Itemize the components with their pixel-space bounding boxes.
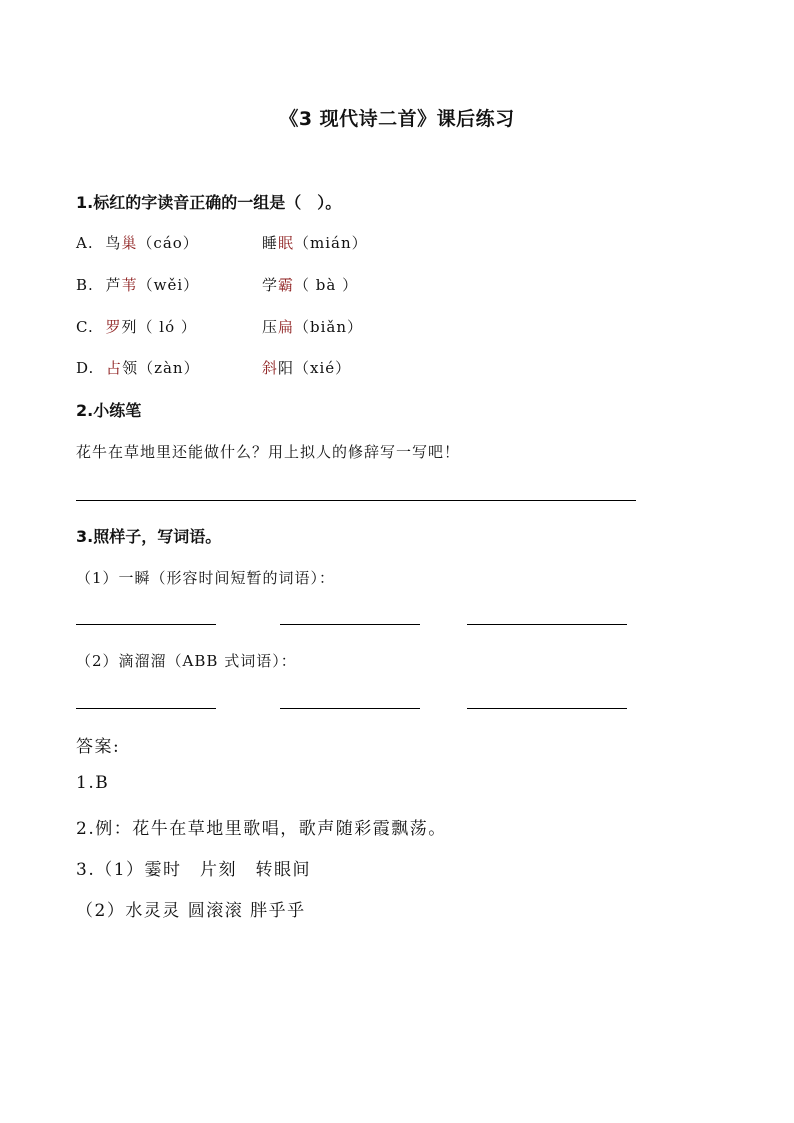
answer-line: [467, 708, 627, 709]
option-b-right: [262, 274, 358, 295]
word-char: 芦: [105, 276, 122, 294]
pinyin: （ bà ）: [294, 276, 359, 294]
word-char: 领: [122, 359, 139, 377]
red-char: 巢: [121, 234, 138, 252]
red-char: 眠: [278, 234, 295, 252]
red-char: 罗: [105, 318, 122, 336]
question-2-prompt: 花牛在草地里还能做什么？用上拟人的修辞写一写吧！: [76, 443, 461, 461]
answer-line: [76, 500, 636, 501]
pinyin: （xié）: [294, 359, 352, 377]
word-char: 鸟: [105, 234, 122, 252]
answer-line: [76, 624, 216, 625]
pinyin: （wěi）: [137, 276, 200, 294]
answer-line: [280, 708, 420, 709]
question-3-part-2: （2）滴溜溜（ABB 式词语）：: [76, 652, 297, 670]
word-char: 学: [262, 276, 279, 294]
option-a: [76, 232, 199, 253]
red-char: 占: [106, 359, 123, 377]
pinyin: （ ló ）: [137, 318, 197, 336]
option-letter: A.: [76, 234, 94, 252]
question-3-part-1: （1）一瞬（形容时间短暂的词语）：: [76, 569, 336, 587]
option-a-right: [262, 232, 368, 253]
answer-line: [280, 624, 420, 625]
option-d-right: [262, 357, 351, 378]
page-title: 《3 现代诗二首》课后练习: [279, 108, 515, 130]
word-char: 列: [121, 318, 138, 336]
option-d: [76, 357, 200, 378]
word-char: 睡: [262, 234, 279, 252]
pinyin: （mián）: [294, 234, 368, 252]
pinyin: （zàn）: [138, 359, 200, 377]
option-letter: C.: [76, 318, 94, 336]
answer-3-part-1: 3.（1）霎时 片刻 转眼间: [76, 860, 312, 880]
red-char: 斜: [262, 359, 279, 377]
answer-2: 2.例：花牛在草地里歌唱，歌声随彩霞飘荡。: [76, 819, 447, 839]
red-char: 苇: [121, 276, 138, 294]
question-1-heading: 1.标红的字读音正确的一组是（ ）。: [76, 193, 342, 212]
answer-3-part-2: （2）水灵灵 圆滚滚 胖乎乎: [76, 901, 306, 921]
word-char: 阳: [278, 359, 295, 377]
answer-line: [467, 624, 627, 625]
answer-1: 1.B: [76, 773, 110, 793]
word-char: 压: [262, 318, 279, 336]
option-c-right: [262, 316, 363, 337]
answers-label: 答案:: [76, 737, 121, 757]
answer-line: [76, 708, 216, 709]
pinyin: （cáo）: [137, 234, 199, 252]
option-b: [76, 274, 199, 295]
option-letter: B.: [76, 276, 94, 294]
option-letter: D.: [76, 359, 95, 377]
option-c: [76, 316, 197, 337]
red-char: 扁: [278, 318, 295, 336]
question-3-heading: 3.照样子，写词语。: [76, 527, 222, 546]
pinyin: （biǎn）: [294, 318, 364, 336]
question-2-heading: 2.小练笔: [76, 401, 142, 420]
red-char: 霸: [278, 276, 295, 294]
